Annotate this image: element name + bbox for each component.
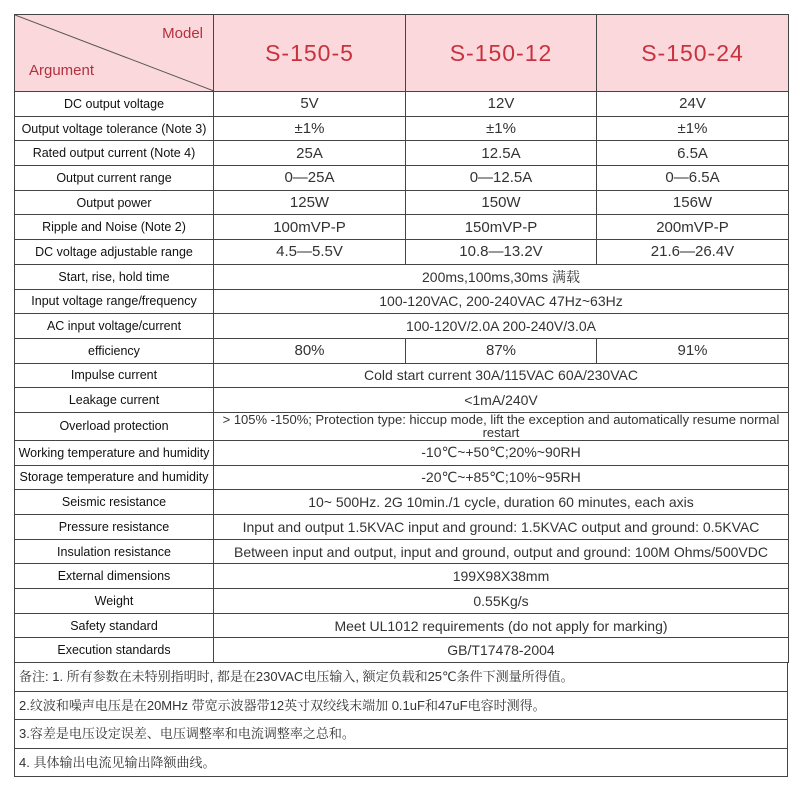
spec-value: 150mVP-P <box>406 215 597 240</box>
spec-table <box>14 14 789 663</box>
spec-row <box>15 289 789 314</box>
spec-row-label: Storage temperature and humidity <box>15 465 214 490</box>
spec-value: 87% <box>406 338 597 363</box>
header-row <box>15 15 789 92</box>
spec-value: 6.5A <box>597 141 789 166</box>
spec-value: 0—25A <box>214 166 406 191</box>
spec-row <box>15 490 789 515</box>
spec-value: 4.5—5.5V <box>214 240 406 265</box>
spec-value-shared: 199X98X38mm <box>214 564 789 589</box>
spec-row-label: External dimensions <box>15 564 214 589</box>
spec-row <box>15 314 789 339</box>
spec-value: 10.8—13.2V <box>406 240 597 265</box>
spec-value-shared: <1mA/240V <box>214 388 789 413</box>
spec-value-shared: 200ms,100ms,30ms 满载 <box>214 264 789 289</box>
spec-row <box>15 515 789 540</box>
spec-row <box>15 638 789 663</box>
spec-value: 25A <box>214 141 406 166</box>
spec-row-label: Rated output current (Note 4) <box>15 141 214 166</box>
spec-row-label: efficiency <box>15 338 214 363</box>
spec-value-shared: Between input and output, input and ground, output and ground: 100M Ohms/500VDC <box>214 539 789 564</box>
notes-section <box>14 663 788 777</box>
model-title: S-150-12 <box>406 15 597 92</box>
spec-value-shared: -10℃~+50℃;20%~90RH <box>214 440 789 465</box>
spec-value: ±1% <box>406 116 597 141</box>
spec-value: 200mVP-P <box>597 215 789 240</box>
spec-row <box>15 613 789 638</box>
spec-value-shared: 100-120VAC, 200-240VAC 47Hz~63Hz <box>214 289 789 314</box>
spec-value: 0—12.5A <box>406 166 597 191</box>
spec-value: 156W <box>597 190 789 215</box>
spec-row-label: Weight <box>15 589 214 614</box>
spec-row <box>15 190 789 215</box>
spec-value: ±1% <box>214 116 406 141</box>
spec-row-label: Pressure resistance <box>15 515 214 540</box>
note-line: 4. 具体输出电流见输出降额曲线。 <box>14 749 788 778</box>
spec-value: 100mVP-P <box>214 215 406 240</box>
spec-row-label: Execution standards <box>15 638 214 663</box>
spec-value-shared: Cold start current 30A/115VAC 60A/230VAC <box>214 363 789 388</box>
spec-row <box>15 412 789 440</box>
spec-row-label: Ripple and Noise (Note 2) <box>15 215 214 240</box>
spec-value-shared: -20℃~+85℃;10%~95RH <box>214 465 789 490</box>
argument-label: Argument <box>29 62 95 79</box>
spec-value: 150W <box>406 190 597 215</box>
spec-value: 80% <box>214 338 406 363</box>
spec-row <box>15 539 789 564</box>
header-corner-cell <box>15 15 214 92</box>
note-line: 3.容差是电压设定误差、电压调整率和电流调整率之总和。 <box>14 720 788 749</box>
model-label: Model <box>162 25 203 42</box>
spec-row-label: Leakage current <box>15 388 214 413</box>
spec-value: 125W <box>214 190 406 215</box>
spec-row-label: DC voltage adjustable range <box>15 240 214 265</box>
spec-row <box>15 363 789 388</box>
spec-value: 5V <box>214 92 406 117</box>
spec-value: 24V <box>597 92 789 117</box>
note-line: 2.纹波和噪声电压是在20MHz 带宽示波器带12英寸双绞线末端加 0.1uF和47uF电容时测得。 <box>14 692 788 721</box>
spec-value: 0—6.5A <box>597 166 789 191</box>
spec-value-shared: > 105% -150%; Protection type: hiccup mode, lift the exception and automatically resume normal restart <box>214 412 789 440</box>
note-line: 备注: 1. 所有参数在未特别指明时, 都是在230VAC电压输入, 额定负载和25℃条件下测量所得值。 <box>14 663 788 692</box>
spec-row-label: DC output voltage <box>15 92 214 117</box>
spec-row-label: Seismic resistance <box>15 490 214 515</box>
spec-value: 21.6—26.4V <box>597 240 789 265</box>
spec-value: 12V <box>406 92 597 117</box>
spec-row-label: Input voltage range/frequency <box>15 289 214 314</box>
spec-row-label: Start, rise, hold time <box>15 264 214 289</box>
spec-row-label: Output current range <box>15 166 214 191</box>
model-title: S-150-5 <box>214 15 406 92</box>
spec-row-label: Working temperature and humidity <box>15 440 214 465</box>
spec-row-label: Overload protection <box>15 412 214 440</box>
spec-row-label: Impulse current <box>15 363 214 388</box>
spec-row <box>15 141 789 166</box>
spec-row <box>15 589 789 614</box>
spec-value: 12.5A <box>406 141 597 166</box>
spec-row <box>15 338 789 363</box>
spec-row-label: Safety standard <box>15 613 214 638</box>
spec-value-shared: 0.55Kg/s <box>214 589 789 614</box>
spec-row <box>15 264 789 289</box>
model-title: S-150-24 <box>597 15 789 92</box>
spec-row <box>15 564 789 589</box>
spec-value-shared: Input and output 1.5KVAC input and ground: 1.5KVAC output and ground: 0.5KVAC <box>214 515 789 540</box>
spec-value-shared: 100-120V/2.0A 200-240V/3.0A <box>214 314 789 339</box>
spec-row <box>15 215 789 240</box>
spec-row-label: Output power <box>15 190 214 215</box>
spec-sheet <box>14 14 788 777</box>
spec-row <box>15 92 789 117</box>
spec-row <box>15 465 789 490</box>
spec-row <box>15 116 789 141</box>
spec-value: ±1% <box>597 116 789 141</box>
spec-value-shared: GB/T17478-2004 <box>214 638 789 663</box>
spec-value: 91% <box>597 338 789 363</box>
spec-row-label: Output voltage tolerance (Note 3) <box>15 116 214 141</box>
spec-row <box>15 388 789 413</box>
spec-value-shared: Meet UL1012 requirements (do not apply for marking) <box>214 613 789 638</box>
spec-value-shared: 10~ 500Hz. 2G 10min./1 cycle, duration 60 minutes, each axis <box>214 490 789 515</box>
spec-row <box>15 240 789 265</box>
spec-row <box>15 166 789 191</box>
spec-row <box>15 440 789 465</box>
spec-row-label: Insulation resistance <box>15 539 214 564</box>
spec-row-label: AC input voltage/current <box>15 314 214 339</box>
